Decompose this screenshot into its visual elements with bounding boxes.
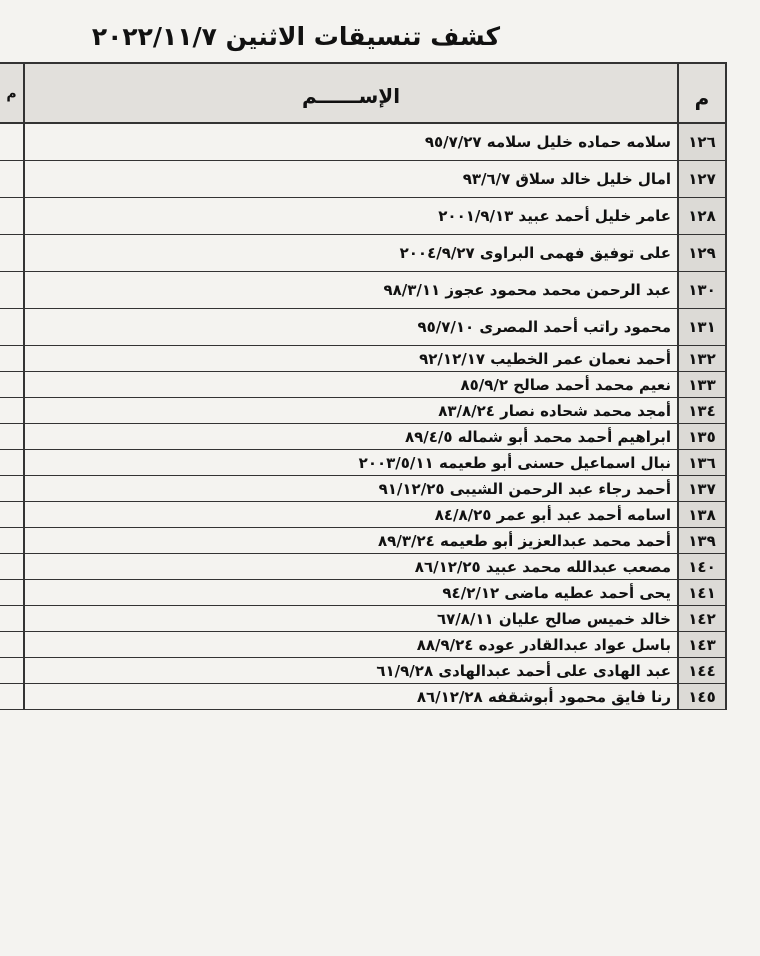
header-extra-column: م xyxy=(6,86,17,102)
header-name-column: الإســــــم xyxy=(23,64,677,122)
row-number-cell: ١٢٩ xyxy=(677,235,727,271)
row-name-cell: يحى أحمد عطيه ماضى ٩٤/٢/١٢ xyxy=(23,580,677,605)
row-name-cell: ابراهيم أحمد محمد أبو شماله ٨٩/٤/٥ xyxy=(23,424,677,449)
table-row xyxy=(0,309,727,346)
row-number-cell: ١٤٠ xyxy=(677,554,727,579)
row-number-cell: ١٣٢ xyxy=(677,346,727,371)
row-name-cell: أحمد نعمان عمر الخطيب ٩٢/١٢/١٧ xyxy=(23,346,677,371)
row-number-cell: ١٣٩ xyxy=(677,528,727,553)
row-number-cell: ١٤٣ xyxy=(677,632,727,657)
table-row xyxy=(0,450,727,476)
row-number-cell: ١٣١ xyxy=(677,309,727,345)
row-name-cell: نعيم محمد أحمد صالح ٨٥/٩/٢ xyxy=(23,372,677,397)
row-number-cell: ١٤٥ xyxy=(677,684,727,709)
table-row xyxy=(0,476,727,502)
row-name-cell: اسامه أحمد عبد أبو عمر ٨٤/٨/٢٥ xyxy=(23,502,677,527)
row-name-cell: أمجد محمد شحاده نصار ٨٣/٨/٢٤ xyxy=(23,398,677,423)
row-name-cell: أحمد محمد عبدالعزيز أبو طعيمه ٨٩/٣/٢٤ xyxy=(23,528,677,553)
row-number-cell: ١٣٨ xyxy=(677,502,727,527)
row-number-cell: ١٣٠ xyxy=(677,272,727,308)
row-number-cell: ١٢٧ xyxy=(677,161,727,197)
table-row xyxy=(0,580,727,606)
row-name-cell: باسل عواد عبدالقادر عوده ٨٨/٩/٢٤ xyxy=(23,632,677,657)
table-row xyxy=(0,554,727,580)
row-number-cell: ١٤٤ xyxy=(677,658,727,683)
row-name-cell: نبال اسماعيل حسنى أبو طعيمه ٢٠٠٣/٥/١١ xyxy=(23,450,677,475)
table-row xyxy=(0,502,727,528)
row-number-cell: ١٢٨ xyxy=(677,198,727,234)
row-name-cell: سلامه حماده خليل سلامه ٩٥/٧/٢٧ xyxy=(23,124,677,160)
table-row xyxy=(0,606,727,632)
table-row xyxy=(0,372,727,398)
table-row xyxy=(0,684,727,710)
row-number-cell: ١٣٤ xyxy=(677,398,727,423)
table-row xyxy=(0,528,727,554)
table-row xyxy=(0,346,727,372)
row-name-cell: خالد خميس صالح عليان ٦٧/٨/١١ xyxy=(23,606,677,631)
table-row xyxy=(0,198,727,235)
row-name-cell: محمود راتب أحمد المصرى ٩٥/٧/١٠ xyxy=(23,309,677,345)
row-number-cell: ١٤١ xyxy=(677,580,727,605)
names-table xyxy=(0,62,727,724)
table-row xyxy=(0,272,727,309)
table-row xyxy=(0,124,727,161)
row-name-cell: عبد الرحمن محمد محمود عجوز ٩٨/٣/١١ xyxy=(23,272,677,308)
table-row xyxy=(0,658,727,684)
page-title: كشف تنسيقات الاثنين ٢٠٢٢/١١/٧ xyxy=(91,22,500,51)
row-name-cell: مصعب عبدالله محمد عبيد ٨٦/١٢/٢٥ xyxy=(23,554,677,579)
table-row xyxy=(0,161,727,198)
table-header xyxy=(0,62,727,124)
row-number-cell: ١٣٣ xyxy=(677,372,727,397)
row-name-cell: رنا فايق محمود أبوشقفه ٨٦/١٢/٢٨ xyxy=(23,684,677,709)
row-name-cell: على توفيق فهمى البراوى ٢٠٠٤/٩/٢٧ xyxy=(23,235,677,271)
row-number-cell: ١٣٦ xyxy=(677,450,727,475)
row-name-cell: عامر خليل أحمد عبيد ٢٠٠١/٩/١٣ xyxy=(23,198,677,234)
row-number-cell: ١٢٦ xyxy=(677,124,727,160)
table-row xyxy=(0,424,727,450)
table-body xyxy=(0,124,727,710)
row-name-cell: أحمد رجاء عبد الرحمن الشيبى ٩١/١٢/٢٥ xyxy=(23,476,677,501)
table-row xyxy=(0,235,727,272)
row-name-cell: عبد الهادى على أحمد عبدالهادى ٦١/٩/٢٨ xyxy=(23,658,677,683)
row-number-cell: ١٤٢ xyxy=(677,606,727,631)
row-number-cell: ١٣٥ xyxy=(677,424,727,449)
table-row xyxy=(0,632,727,658)
header-number-column: م xyxy=(677,64,727,122)
row-number-cell: ١٣٧ xyxy=(677,476,727,501)
table-row xyxy=(0,398,727,424)
row-name-cell: امال خليل خالد سلاق ٩٣/٦/٧ xyxy=(23,161,677,197)
